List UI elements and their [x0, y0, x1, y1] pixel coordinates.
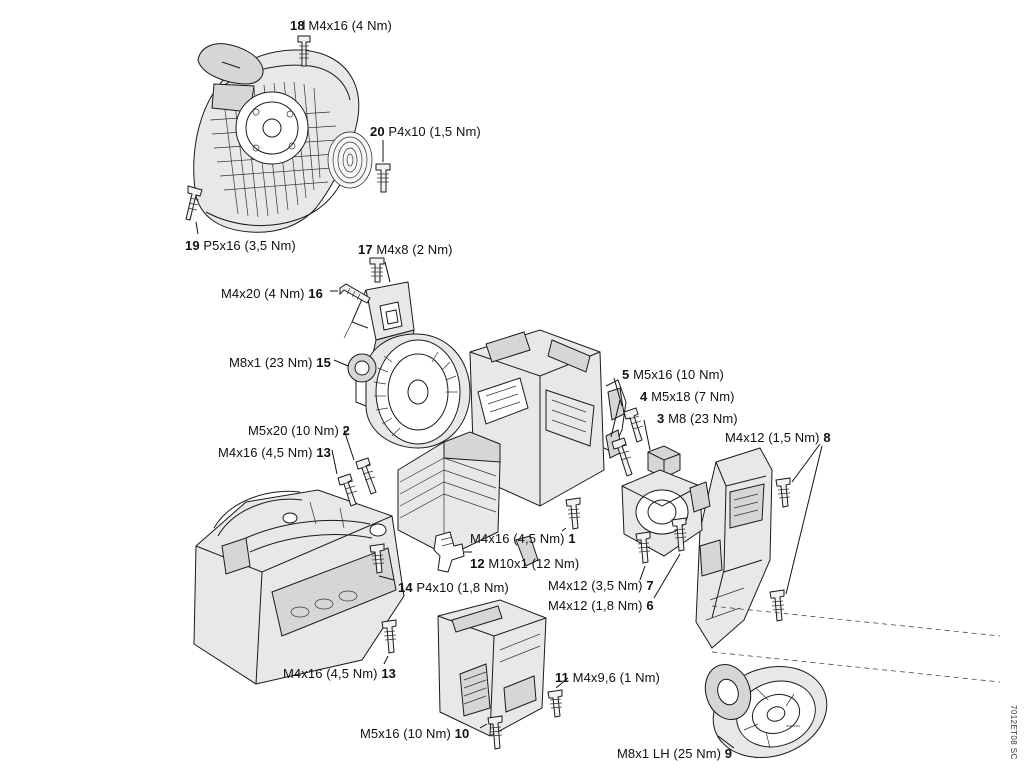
- label-12-number: 12: [470, 556, 485, 571]
- label-19: [185, 238, 296, 253]
- label-4: [640, 389, 735, 404]
- screw-1: [562, 498, 580, 531]
- label-13-lower-text: M4x16 (4,5 Nm): [283, 666, 378, 681]
- label-2-text: M5x20 (10 Nm): [248, 423, 339, 438]
- label-10-number: 10: [454, 726, 470, 741]
- screw-20: [376, 140, 390, 192]
- label-9-number: 9: [724, 746, 733, 761]
- label-18: [290, 18, 392, 33]
- label-15: [229, 355, 331, 370]
- label-19-text: P5x16 (3,5 Nm): [203, 238, 296, 253]
- document-side-code: 7012ET08 SC: [1009, 705, 1018, 760]
- label-5-text: M5x16 (10 Nm): [633, 367, 724, 382]
- label-8-number: 8: [823, 430, 831, 445]
- label-7-text: M4x12 (3,5 Nm): [548, 578, 643, 593]
- label-4-text: M5x18 (7 Nm): [651, 389, 735, 404]
- label-7: [548, 578, 654, 593]
- label-2: [248, 423, 350, 438]
- brake-housing-part: [622, 470, 710, 556]
- label-15-text: M8x1 (23 Nm): [229, 355, 313, 370]
- label-5-number: 5: [622, 367, 630, 382]
- muffler-part: [438, 600, 546, 736]
- label-16-text: M4x20 (4 Nm): [221, 286, 305, 301]
- label-13-upper: [218, 445, 331, 460]
- label-7-number: 7: [646, 578, 654, 593]
- label-2-number: 2: [342, 423, 350, 438]
- screw-19: [186, 186, 202, 234]
- label-1-number: 1: [568, 531, 576, 546]
- label-18-text: M4x16 (4 Nm): [308, 18, 392, 33]
- label-20: [370, 124, 481, 139]
- label-14: [398, 580, 509, 595]
- label-8: [725, 430, 831, 445]
- screw-8-upper: [776, 444, 820, 507]
- label-10-text: M5x16 (10 Nm): [360, 726, 451, 741]
- label-16-number: 16: [308, 286, 323, 301]
- label-9-text: M8x1 LH (25 Nm): [617, 746, 722, 761]
- label-6: [548, 598, 654, 613]
- label-18-number: 18: [290, 18, 305, 33]
- label-13-lower: [283, 666, 396, 681]
- label-11-text: M4x9,6 (1 Nm): [572, 670, 660, 685]
- label-13-upper-number: 13: [316, 445, 331, 460]
- starter-cover-part: [194, 44, 372, 233]
- label-5: [622, 367, 724, 382]
- label-3-text: M8 (23 Nm): [668, 411, 738, 426]
- label-16: [221, 286, 323, 301]
- label-3: [657, 411, 738, 426]
- label-9: [617, 746, 732, 761]
- screw-8-lower: [770, 446, 822, 621]
- label-13-lower-number: 13: [381, 666, 396, 681]
- label-13-upper-text: M4x16 (4,5 Nm): [218, 445, 313, 460]
- label-12-text: M10x1 (12 Nm): [488, 556, 580, 571]
- screw-13b: [382, 620, 396, 664]
- label-1-text: M4x16 (4,5 Nm): [470, 531, 565, 546]
- label-20-number: 20: [370, 124, 385, 139]
- label-19-number: 19: [185, 238, 200, 253]
- label-3-number: 3: [657, 411, 665, 426]
- label-4-number: 4: [640, 389, 648, 404]
- clutch-cover-part: [696, 448, 772, 648]
- label-11-number: 11: [555, 670, 569, 685]
- label-17: [358, 242, 453, 257]
- label-14-number: 14: [398, 580, 413, 595]
- label-14-text: P4x10 (1,8 Nm): [416, 580, 509, 595]
- screw-17: [370, 258, 384, 282]
- flywheel-part: [334, 334, 470, 448]
- label-17-text: M4x8 (2 Nm): [376, 242, 453, 257]
- handle-housing-part: [194, 490, 404, 684]
- label-17-number: 17: [358, 242, 373, 257]
- label-10: [360, 726, 469, 741]
- label-6-text: M4x12 (1,8 Nm): [548, 598, 643, 613]
- label-20-text: P4x10 (1,5 Nm): [388, 124, 481, 139]
- clutch-drum-part: [698, 606, 1000, 768]
- nut-3: [644, 420, 680, 478]
- label-11: [555, 670, 660, 685]
- label-1: [470, 531, 576, 546]
- label-12: [470, 556, 579, 571]
- label-6-number: 6: [646, 598, 654, 613]
- label-15-number: 15: [316, 355, 331, 370]
- label-8-text: M4x12 (1,5 Nm): [725, 430, 820, 445]
